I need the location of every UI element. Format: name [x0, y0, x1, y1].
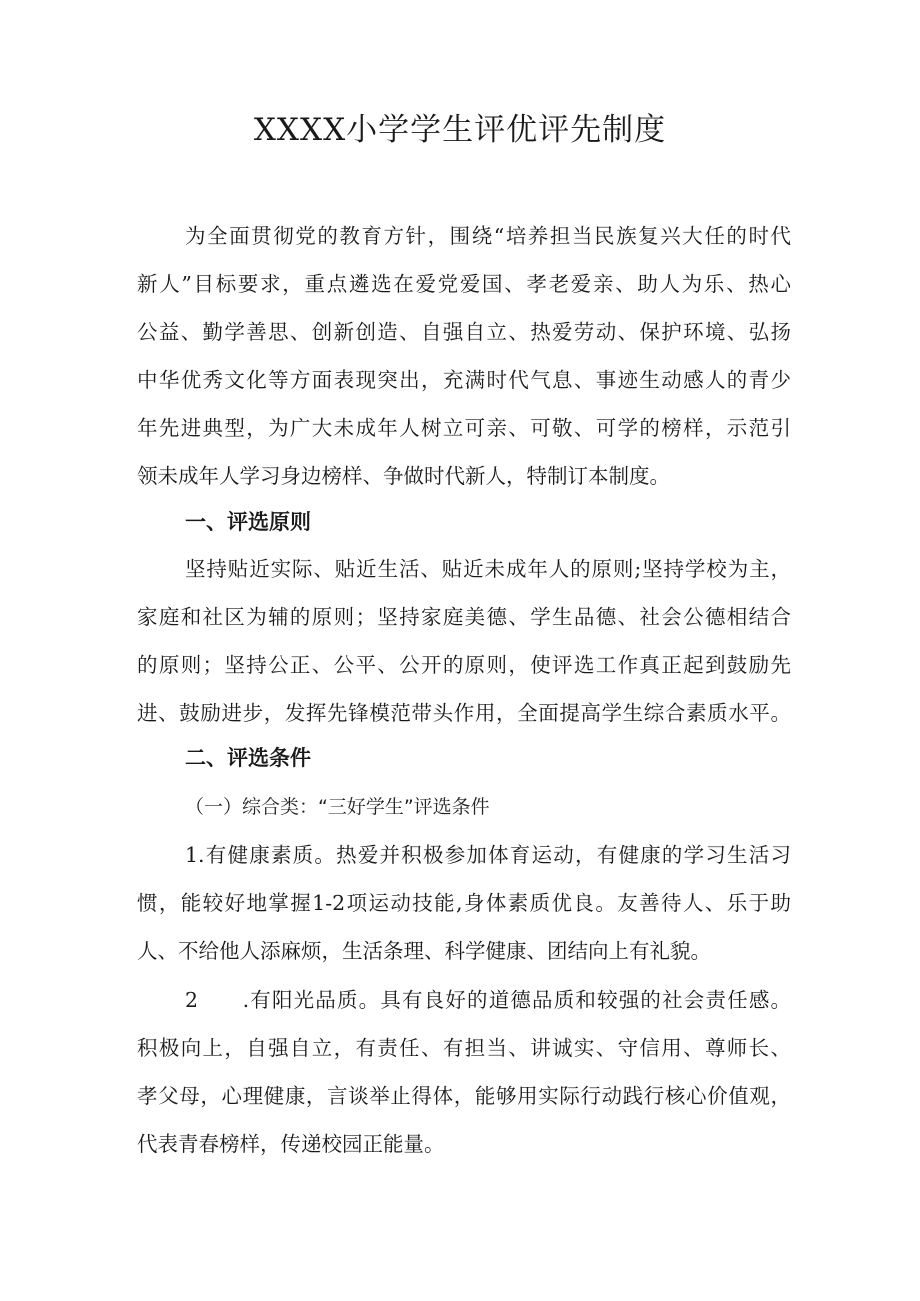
criteria-item-2-line: 2 .有阳光品质。具有良好的道德品质和较强的社会责任感。: [185, 988, 791, 1012]
intro-line: 为全面贯彻党的教育方针，围绕“培养担当民族复兴大任的时代: [185, 224, 791, 248]
principles-line: 进、鼓励进步，发挥先锋模范带头作用，全面提高学生综合素质水平。: [137, 701, 791, 725]
criteria-item-1-line: 1.有健康素质。热爱并积极参加体育运动，有健康的学习生活习: [185, 843, 791, 867]
subsection-heading-three-good: （一）综合类：“三好学生”评选条件: [185, 796, 490, 818]
section-heading-criteria: 二、评选条件: [185, 746, 311, 770]
principles-line: 的原则；坚持公正、公平、公开的原则，使评选工作真正起到鼓励先: [137, 653, 791, 677]
criteria-item-2-line: 孝父母，心理健康，言谈举止得体，能够用实际行动践行核心价值观，: [137, 1084, 791, 1108]
criteria-item-1-line: 惯，能较好地掌握1-2项运动技能,身体素质优良。友善待人、乐于助: [137, 891, 791, 915]
intro-line: 新人”目标要求，重点遴选在爱党爱国、孝老爱亲、助人为乐、热心: [137, 272, 791, 296]
intro-line: 中华优秀文化等方面表现突出，充满时代气息、事迹生动感人的青少: [137, 368, 791, 392]
intro-line: 公益、勤学善思、创新创造、自强自立、热爱劳动、保护环境、弘扬: [137, 320, 791, 344]
section-heading-principles: 一、评选原则: [185, 510, 311, 534]
criteria-item-2-line: 积极向上，自强自立，有责任、有担当、讲诚实、守信用、尊师长、: [137, 1036, 791, 1060]
criteria-item-2-line: 代表青春榜样，传递校园正能量。: [137, 1132, 445, 1156]
document-title: XXXX小学学生评优评先制度: [253, 112, 667, 148]
principles-line: 家庭和社区为辅的原则；坚持家庭美德、学生品德、社会公德相结合: [137, 605, 791, 629]
principles-line: 坚持贴近实际、贴近生活、贴近未成年人的原则;坚持学校为主，: [185, 557, 791, 581]
intro-line: 年先进典型，为广大未成年人树立可亲、可敬、可学的榜样，示范引: [137, 416, 791, 440]
criteria-item-1-line: 人、不给他人添麻烦，生活条理、科学健康、团结向上有礼貌。: [137, 939, 711, 963]
intro-line: 领未成年人学习身边榜样、争做时代新人，特制订本制度。: [137, 464, 670, 488]
